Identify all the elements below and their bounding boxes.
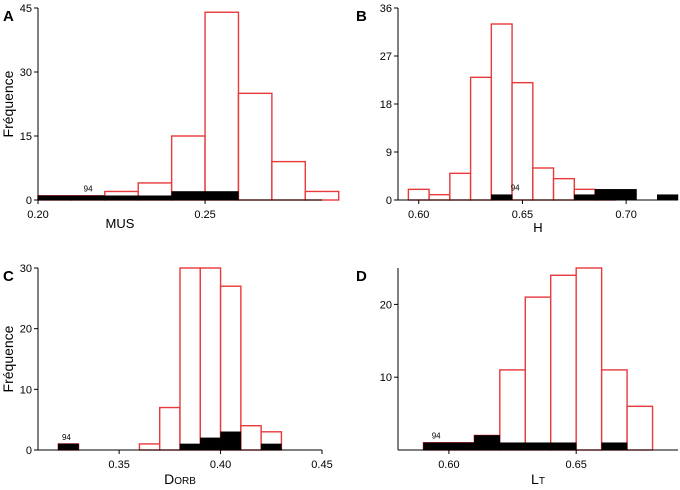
bar-filled [595,189,616,200]
bar-filled [221,432,241,450]
y-tick-label: 0 [25,195,32,207]
bar-outline [172,136,205,200]
bar-filled [58,444,78,450]
bar-filled [138,196,171,200]
bar-filled [205,191,238,200]
y-tick-label: 0 [385,195,392,207]
bar-outline [221,286,241,450]
bar-outline [272,162,305,200]
bar-filled [200,438,220,450]
x-tick-label: 0.60 [438,459,460,471]
bar-outline [241,426,261,450]
y-tick-label: 45 [19,3,32,15]
x-tick-label: 0.20 [27,209,49,221]
y-tick-label: 10 [379,372,392,385]
bar-filled [172,191,205,200]
y-tick-label: 18 [379,99,392,111]
y-tick-label: 20 [19,323,32,336]
outlier-annotation: 94 [61,432,71,442]
bar-outline [450,173,471,200]
bar-outline [408,189,429,200]
bar-filled [261,444,281,450]
panel-label: A [3,8,14,25]
bar-outline [554,179,575,200]
bar-filled [616,189,637,200]
y-tick-label: 9 [385,147,392,159]
x-tick-label: 0.70 [615,209,637,221]
y-tick-label: 0 [25,445,32,457]
bar-outline [533,168,554,200]
bar-filled [71,196,104,200]
bar-filled [574,195,595,200]
y-tick-label: 10 [19,384,32,397]
panel-a [0,3,339,231]
x-axis-label: H [533,220,543,235]
x-tick-label: 0.25 [194,209,216,221]
outlier-annotation: 94 [83,184,93,194]
bar-filled [500,443,525,450]
bar-outline [576,268,601,450]
bar-outline [200,268,220,450]
bar-filled [449,443,474,450]
x-axis-label: DORB [164,471,196,487]
bar-outline [471,77,492,200]
y-tick-label: 20 [379,299,392,312]
panel-label: D [356,268,367,285]
bar-outline [305,191,338,200]
y-tick-label: 15 [19,131,32,143]
x-tick-label: 0.65 [511,209,534,221]
outlier-annotation: 94 [431,431,441,441]
x-axis-label: LT [531,471,545,487]
x-axis-label: MUS [105,216,135,231]
bar-outline [551,275,576,450]
bar-outline [238,93,271,200]
panel-d [356,268,678,487]
bar-filled [105,196,138,200]
y-tick-label: 30 [19,67,32,79]
x-tick-label: 0.65 [565,459,587,471]
bar-outline [429,195,450,200]
bar-outline [139,444,159,450]
bar-outline [627,406,652,450]
bar-filled [657,195,678,200]
bar-outline [180,268,200,450]
x-tick-label: 0.45 [311,459,333,471]
panel-b [356,3,678,235]
bar-outline [525,297,550,450]
y-tick-label: 27 [379,51,392,63]
bar-filled [551,443,576,450]
x-tick-label: 0.40 [209,459,232,471]
y-axis-label: Fréquence [0,325,16,393]
bar-outline [512,83,533,200]
y-tick-label: 36 [379,3,392,15]
bar-outline [500,370,525,450]
x-tick-label: 0.60 [408,209,430,221]
bar-filled [474,435,499,450]
y-axis-label: Fréquence [0,70,16,138]
outlier-annotation: 94 [510,183,520,193]
bar-filled [602,443,627,450]
panel-c [0,263,333,487]
bar-outline [205,12,238,200]
bar-filled [525,443,550,450]
bar-outline [491,24,512,200]
bar-outline [602,370,627,450]
y-tick-label: 30 [19,263,32,275]
bar-filled [423,443,448,450]
bar-outline [160,408,180,450]
panel-label: B [356,8,367,25]
bar-filled [180,444,200,450]
bar-filled [38,196,71,200]
bar-filled [491,195,512,200]
x-tick-label: 0.35 [108,459,130,471]
panel-label: C [3,268,14,285]
